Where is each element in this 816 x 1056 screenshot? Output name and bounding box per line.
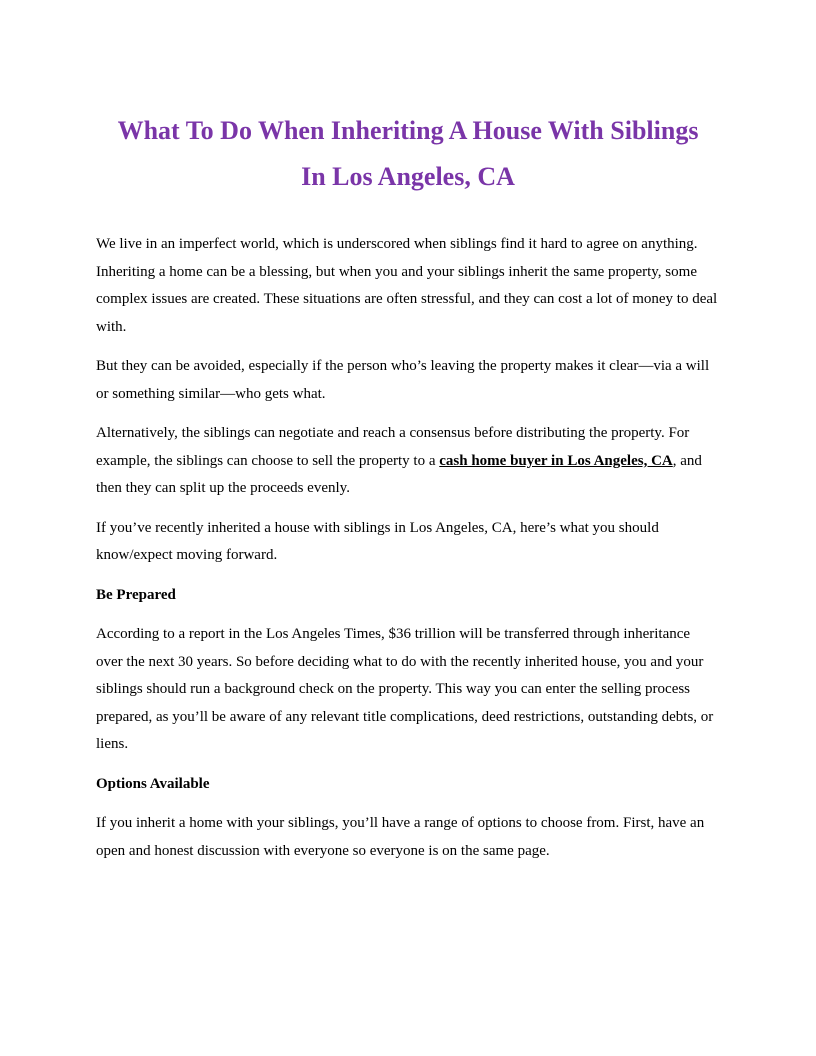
paragraph-alternative-text-start: Alternatively, the siblings can negotiate and reach a consensus before distributing the property. For example, the siblings can choose to sell the property to a	[96, 425, 690, 469]
paragraph-avoidance: But they can be avoided, especially if the person who’s leaving the property makes it clear—via a will or something similar—who gets what.	[96, 358, 710, 402]
section-heading-be-prepared: Be Prepared	[96, 586, 176, 603]
section-heading-options-available: Options Available	[96, 775, 210, 792]
paragraph-alternative	[96, 420, 720, 503]
paragraph-expectations: If you’ve recently inherited a house with siblings in Los Angeles, CA, here’s what you should know/expect moving forward.	[96, 519, 659, 563]
paragraph-intro: We live in an imperfect world, which is underscored when siblings find it hard to agree on anything. Inheriting a home can be a blessing, but when you and your siblings inherit the same property, some complex issues are created. These situations are often stressful, and they can cost a lot of money to deal with.	[96, 236, 718, 335]
document-title	[96, 108, 720, 200]
title-line-1: What To Do When Inheriting A House With Siblings	[117, 116, 699, 145]
paragraph-be-prepared: According to a report in the Los Angeles Times, $36 trillion will be transferred through inheritance over the next 30 years. So before deciding what to do with the recently inherited house, you and your siblings should run a background check on the property. This way you can enter the selling process prepared, as you’ll be aware of any relevant title complications, deed restrictions, outstanding debts, or liens.	[96, 626, 714, 752]
cash-home-buyer-link[interactable]: cash home buyer in Los Angeles, CA	[439, 452, 673, 469]
title-line-2: In Los Angeles, CA	[301, 162, 515, 191]
document-page	[96, 108, 720, 877]
paragraph-alternative-text-end: , and then they can split up the proceeds evenly.	[96, 452, 702, 496]
paragraph-options: If you inherit a home with your siblings, you’ll have a range of options to choose from. First, have an open and honest discussion with everyone so everyone is on the same page.	[96, 815, 705, 859]
